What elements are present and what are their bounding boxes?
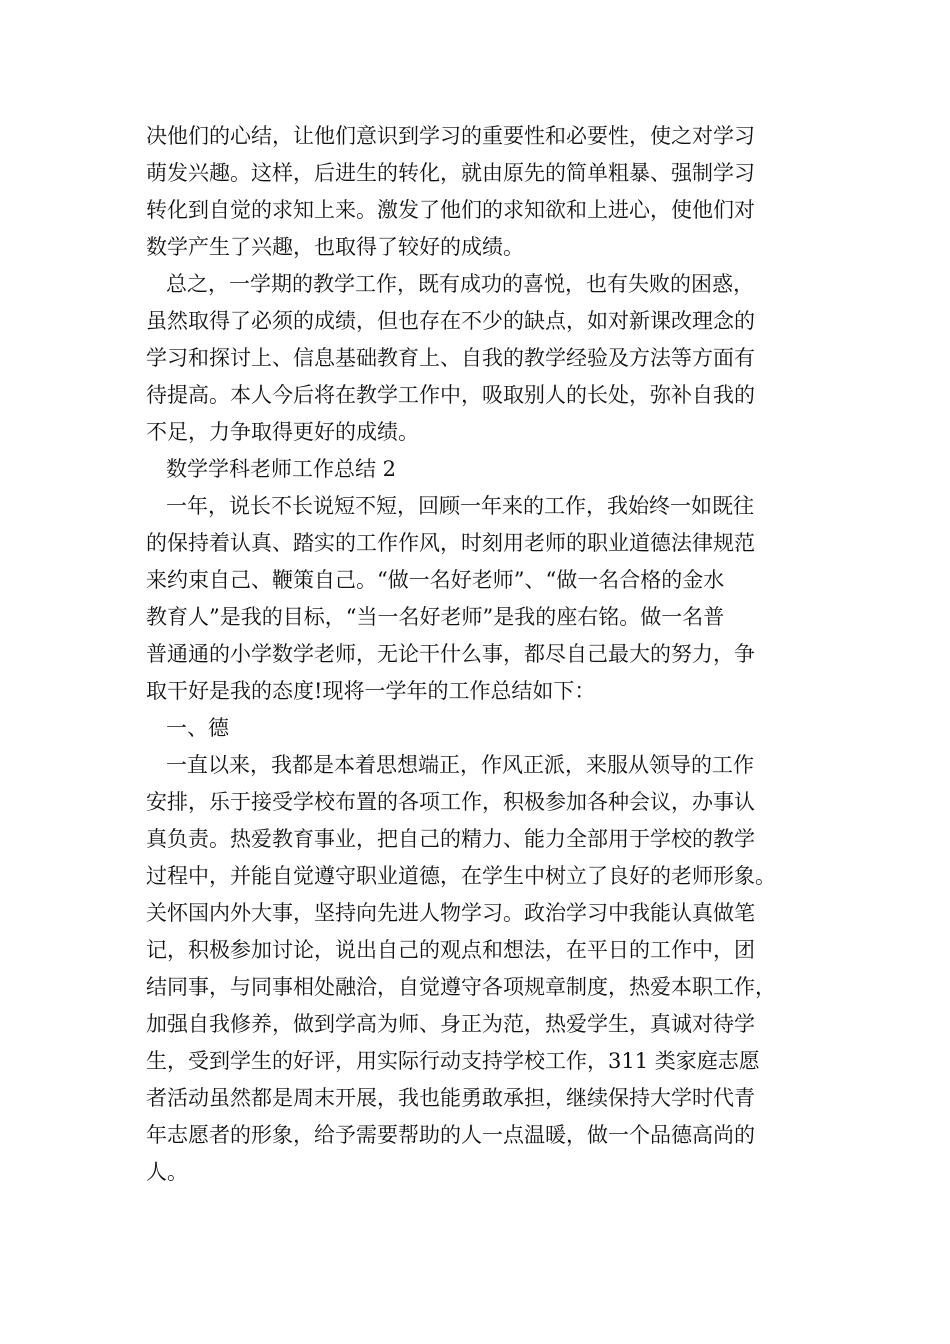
paragraph-line: 数学产生了兴趣，也取得了较好的成绩。 [146,235,524,259]
paragraph-line: 者活动虽然都是周末开展，我也能勇敢承担，继续保持大学时代青 [146,1086,755,1110]
paragraph-line: 记，积极参加讨论，说出自己的观点和想法，在平日的工作中，团 [146,938,755,962]
paragraph-line: 过程中，并能自觉遵守职业道德，在学生中树立了良好的老师形象。 [146,864,776,888]
paragraph-line: 结同事，与同事相处融洽，自觉遵守各项规章制度，热爱本职工作， [146,975,776,999]
paragraph-line: 取干好是我的态度!现将一学年的工作总结如下： [146,679,596,703]
paragraph-line: 教育人”是我的目标，“当一名好老师”是我的座右铭。做一名普 [146,605,725,629]
paragraph-line: 普通通的小学数学老师，无论干什么事，都尽自己最大的努力，争 [146,642,755,666]
paragraph-line: 来约束自己、鞭策自己。“做一名好老师”、“做一名合格的金水 [146,568,725,592]
paragraph-line: 真负责。热爱教育事业，把自己的精力、能力全部用于学校的教学 [146,827,755,851]
paragraph-line: 安排，乐于接受学校布置的各项工作，积极参加各种会议，办事认 [146,790,755,814]
paragraph-line: 转化到自觉的求知上来。激发了他们的求知欲和上进心，使他们对 [146,198,755,222]
paragraph-line: 人。 [146,1160,188,1184]
paragraph-line: 年志愿者的形象，给予需要帮助的人一点温暖，做一个品德高尚的 [146,1123,755,1147]
paragraph-line: 决他们的心结，让他们意识到学习的重要性和必要性，使之对学习 [146,124,755,148]
paragraph-line: 生，受到学生的好评，用实际行动支持学校工作，311 类家庭志愿 [146,1049,760,1073]
paragraph-line: 待提高。本人今后将在教学工作中，吸取别人的长处，弥补自我的 [146,383,755,407]
paragraph-line: 学习和探讨上、信息基础教育上、自我的教学经验及方法等方面有 [146,346,755,370]
paragraph-line: 一直以来，我都是本着思想端正，作风正派，来服从领导的工作 [166,753,754,777]
paragraph-line: 的保持着认真、踏实的工作作风，时刻用老师的职业道德法律规范 [146,531,755,555]
paragraph-line: 总之，一学期的教学工作，既有成功的喜悦，也有失败的困惑， [166,272,754,296]
paragraph-line: 关怀国内外大事，坚持向先进人物学习。政治学习中我能认真做笔 [146,901,755,925]
paragraph-line: 萌发兴趣。这样，后进生的转化，就由原先的简单粗暴、强制学习 [146,161,755,185]
paragraph-line: 一年，说长不长说短不短，回顾一年来的工作，我始终一如既往 [166,494,754,518]
paragraph-line: 不足，力争取得更好的成绩。 [146,420,419,444]
subsection-heading: 一、德 [166,716,229,740]
paragraph-line: 虽然取得了必须的成绩，但也存在不少的缺点，如对新课改理念的 [146,309,755,333]
section-heading: 数学学科老师工作总结 2 [166,457,397,481]
paragraph-line: 加强自我修养，做到学高为师、身正为范，热爱学生，真诚对待学 [146,1012,755,1036]
